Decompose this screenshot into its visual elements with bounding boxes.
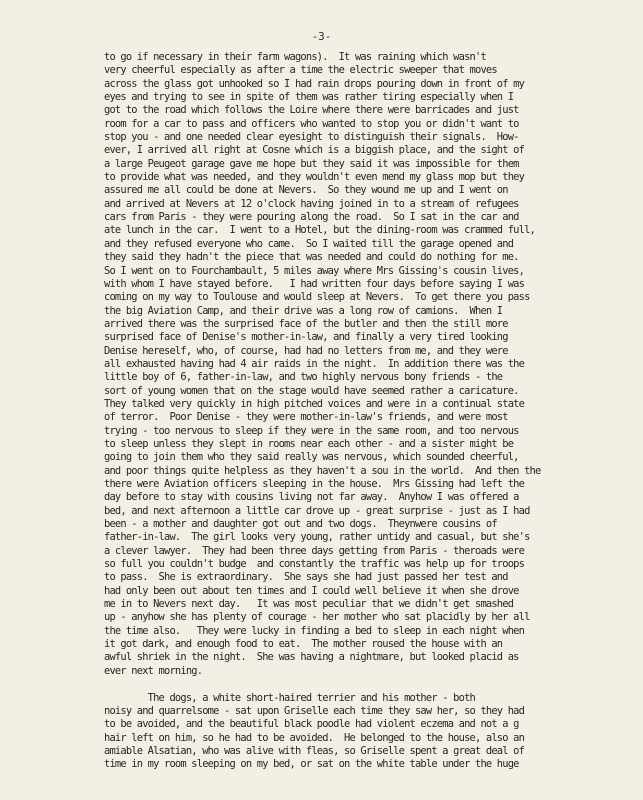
text-line: surprised face of Denise's mother-in-law, and finally a very tired looking: [104, 331, 508, 344]
text-line: to pass. She is extraordinary. She says she had just passed her test and: [104, 571, 508, 584]
text-line: cars from Paris - they were pouring along the road. So I sat in the car and: [104, 211, 519, 224]
text-line: eyes and trying to see in spite of them was rather tiring especially when I: [104, 91, 514, 104]
text-line: across the glass got unhooked so I had rain drops pouring down in front of my: [104, 77, 525, 90]
text-line: father-in-law. The girl looks very young, rather untidy and casual, but she's: [104, 531, 530, 544]
text-line: and arrived at Nevers at 12 o'clock having joined in to a stream of refugees: [104, 197, 519, 210]
text-line: up - anyhow she has plenty of courage - her mother who sat placidly by her all: [104, 611, 530, 624]
text-line: amiable Alsatian, who was alive with fleas, so Griselle spent a great deal of: [104, 744, 525, 757]
text-line: it got dark, and enough food to eat. The mother roused the house with an: [104, 638, 503, 651]
text-line: of terror. Poor Denise - they were mother-in-law's friends, and were most: [104, 411, 508, 424]
page-number: -3-: [311, 30, 332, 43]
text-line: Denise hereself, who, of course, had had no letters from me, and they were: [104, 344, 508, 357]
text-line: and they refused everyone who came. So I waited till the garage opened and: [104, 237, 514, 250]
text-line: the time also. They were lucky in finding a bed to sleep in each night when: [104, 624, 525, 637]
text-line: They talked very quickly in high pitched voices and were in a continual state: [104, 397, 525, 410]
text-line: a large Peugeot garage gave me hope but they said it was impossible for them: [104, 157, 519, 170]
text-line: So I went on to Fourchambault, 5 miles away where Mrs Gissing's cousin lives,: [104, 264, 525, 277]
text-line: sort of young women that on the stage would have seemed rather a caricature.: [104, 384, 519, 397]
text-line: room for a car to pass and officers who wanted to stop you or didn't want to: [104, 117, 519, 130]
text-line: hair left on him, so he had to be avoided. He belonged to the house, also an: [104, 731, 525, 744]
text-line: with whom I have stayed before. I had written four days before saying I was: [104, 277, 525, 290]
text-line: all exhausted having had 4 air raids in the night. In addition there was the: [104, 357, 525, 370]
paragraph-1: [104, 51, 634, 678]
text-line: noisy and quarrelsome - sat upon Griselle each time they saw her, so they had: [104, 704, 525, 717]
text-line: ate lunch in the car. I went to a Hotel, but the dining-room was crammed full,: [104, 224, 536, 237]
text-line: bed, and next afternoon a little car drove up - great surprise - just as I had: [104, 504, 530, 517]
text-line: been - a mother and daughter got out and two dogs. Theynwere cousins of: [104, 518, 497, 531]
text-line: The dogs, a white short-haired terrier and his mother - both: [104, 691, 475, 704]
text-line: ever, I arrived all right at Cosne which is a biggish place, and the sight of: [104, 144, 525, 157]
text-line: going to join them who they said really was nervous, which sounded cheerful,: [104, 451, 519, 464]
text-line: time in my room sleeping on my bed, or sat on the white table under the huge: [104, 758, 519, 771]
text-line: a clever lawyer. They had been three days getting from Paris - theroads were: [104, 544, 525, 557]
text-line: ever next morning.: [104, 664, 203, 677]
text-line: assured me all could be done at Nevers. So they wound me up and I went on: [104, 184, 508, 197]
text-line: to sleep unless they slept in rooms near each other - and a sister might be: [104, 437, 514, 450]
text-line: little boy of 6, father-in-law, and two highly nervous bony friends - the: [104, 371, 503, 384]
text-line: arrived there was the surprised face of the butler and then the still more: [104, 317, 508, 330]
text-line: day before to stay with cousins living not far away. Anyhow I was offered a: [104, 491, 519, 504]
text-line: trying - too nervous to sleep if they were in the same room, and too nervous: [104, 424, 519, 437]
text-line: very cheerful especially as after a time the electric sweeper that moves: [104, 64, 497, 77]
text-line: to go if necessary in their farm wagons). It was raining which wasn't: [104, 51, 486, 63]
text-line: to provide what was needed, and they wouldn't even mend my glass mop but they: [104, 171, 525, 184]
text-line: they said they hadn't the piece that was needed and could do nothing for me.: [104, 251, 519, 264]
text-line: got to the road which follows the Loire where there were barricades and just: [104, 104, 519, 117]
text-line: the big Aviation Camp, and their drive was a long row of camions. When I: [104, 304, 503, 317]
text-line: me in to Nevers next day. It was most peculiar that we didn't get smashed: [104, 598, 514, 611]
letter-body: [104, 51, 634, 772]
text-line: so full you couldn't budge and constantly the traffic was help up for troops: [104, 558, 525, 571]
text-line: awful shriek in the night. She was having a nightmare, but looked placid as: [104, 651, 519, 664]
paragraph-gap: [104, 678, 634, 691]
text-line: had only been out about ten times and I could well believe it when she drove: [104, 584, 519, 597]
paragraph-2: [104, 692, 634, 772]
text-line: stop you - and one needed clear eyesight to distinguish their signals. How-: [104, 131, 519, 144]
text-line: there were Aviation officers sleeping in the house. Mrs Gissing had left the: [104, 478, 525, 490]
text-line: to be avoided, and the beautiful black poodle had violent eczema and not a g: [104, 718, 519, 731]
text-line: coming on my way to Toulouse and would sleep at Nevers. To get there you pass: [104, 291, 530, 304]
text-line: and poor things quite helpless as they haven't a sou in the world. And then the: [104, 464, 541, 477]
